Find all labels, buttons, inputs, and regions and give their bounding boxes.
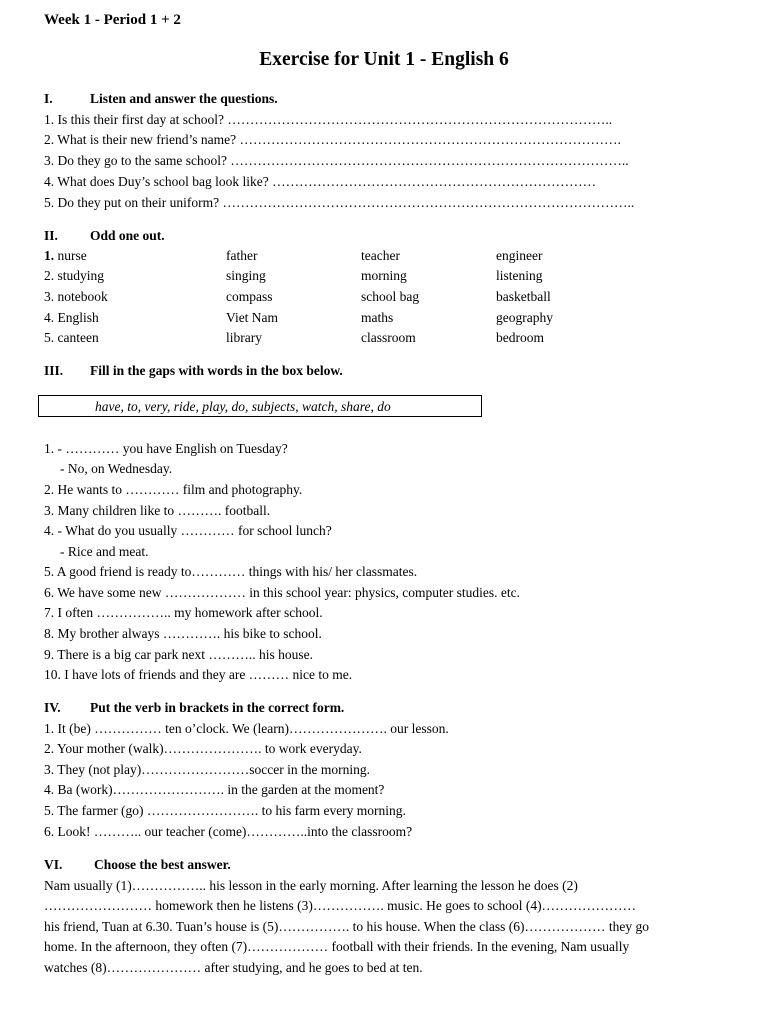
question-item: 1. Is this their first day at school? ………………………………………………………………………….. bbox=[44, 112, 613, 127]
word-cell: library bbox=[226, 330, 262, 345]
word-cell: studying bbox=[57, 268, 105, 283]
section-3-title: Fill in the gaps with words in the box below. bbox=[90, 363, 343, 378]
word-cell: singing bbox=[226, 268, 266, 283]
question-item: 5. Do they put on their uniform? ……………………………………………………………………………….. bbox=[44, 195, 635, 210]
table-row bbox=[44, 269, 104, 283]
verb-item: 1. It (be) …………… ten o’clock. We (learn)…………………. our lesson. bbox=[44, 721, 449, 736]
word-box bbox=[38, 395, 482, 417]
fill-item: 10. I have lots of friends and they are ……… nice to me. bbox=[44, 667, 353, 682]
table-row bbox=[44, 331, 99, 345]
section-3-number: III. bbox=[44, 363, 64, 378]
fill-item: - Rice and meat. bbox=[60, 544, 149, 559]
passage-line: watches (8)………………… after studying, and he goes to bed at ten. bbox=[44, 960, 423, 975]
section-1-number: I. bbox=[44, 91, 53, 106]
word-cell: engineer bbox=[496, 248, 543, 263]
fill-item: 6. We have some new ……………… in this school year: physics, computer studies. etc. bbox=[44, 585, 520, 600]
fill-item: 8. My brother always …………. his bike to school. bbox=[44, 626, 322, 641]
passage-line: Nam usually (1)…………….. his lesson in the early morning. After learning the lesson he does (2) bbox=[44, 878, 578, 893]
word-cell: English bbox=[57, 310, 99, 325]
section-4-number: IV. bbox=[44, 700, 61, 715]
verb-item: 6. Look! ……….. our teacher (come)…………..into the classroom? bbox=[44, 824, 413, 839]
section-4-title: Put the verb in brackets in the correct form. bbox=[90, 700, 345, 715]
word-cell: canteen bbox=[57, 330, 99, 345]
passage-line: home. In the afternoon, they often (7)……………… football with their friends. In the evening, Nam usually bbox=[44, 939, 630, 954]
word-cell: maths bbox=[361, 310, 394, 325]
section-2-number: II. bbox=[44, 228, 58, 243]
verb-item: 4. Ba (work)……………………. in the garden at the moment? bbox=[44, 782, 385, 797]
word-cell: nurse bbox=[57, 248, 87, 263]
week-label: Week 1 - Period 1 + 2 bbox=[44, 12, 181, 28]
word-cell: geography bbox=[496, 310, 553, 325]
section-6-title: Choose the best answer. bbox=[94, 857, 231, 872]
question-item: 2. What is their new friend’s name? …………………………………………………………………………. bbox=[44, 132, 621, 147]
word-cell: bedroom bbox=[496, 330, 544, 345]
word-cell: listening bbox=[496, 268, 543, 283]
word-cell: teacher bbox=[361, 248, 400, 263]
fill-item: - No, on Wednesday. bbox=[60, 461, 173, 476]
word-cell: notebook bbox=[57, 289, 108, 304]
fill-item: 1. - ………… you have English on Tuesday? bbox=[44, 441, 288, 456]
row-number: 1. bbox=[44, 248, 55, 263]
fill-item: 4. - What do you usually ………… for school lunch? bbox=[44, 523, 332, 538]
question-item: 4. What does Duy’s school bag look like? ……………………………………………………………… bbox=[44, 174, 597, 189]
word-cell: morning bbox=[361, 268, 407, 283]
table-row bbox=[44, 290, 108, 304]
page-title: Exercise for Unit 1 - English 6 bbox=[259, 49, 509, 70]
word-cell: Viet Nam bbox=[226, 310, 279, 325]
verb-item: 3. They (not play)……………………soccer in the morning. bbox=[44, 762, 370, 777]
table-row bbox=[44, 249, 87, 263]
question-item: 3. Do they go to the same school? …………………………………………………………………………….. bbox=[44, 153, 629, 168]
verb-item: 5. The farmer (go) ……………………. to his farm every morning. bbox=[44, 803, 406, 818]
row-number: 5. bbox=[44, 330, 55, 345]
passage-line: his friend, Tuan at 6.30. Tuan’s house is (5)……………. to his house. When the class (6)……………… they go bbox=[44, 919, 649, 934]
verb-item: 2. Your mother (walk)…………………. to work everyday. bbox=[44, 741, 362, 756]
row-number: 3. bbox=[44, 289, 55, 304]
fill-item: 5. A good friend is ready to………… things with his/ her classmates. bbox=[44, 564, 418, 579]
row-number: 2. bbox=[44, 268, 55, 283]
word-cell: father bbox=[226, 248, 258, 263]
word-box-text: have, to, very, ride, play, do, subjects, watch, share, do bbox=[95, 399, 391, 414]
section-6-number: VI. bbox=[44, 857, 63, 872]
fill-item: 3. Many children like to ………. football. bbox=[44, 503, 271, 518]
passage-line: …………………… homework then he listens (3)……………. music. He goes to school (4)………………… bbox=[44, 898, 637, 913]
word-cell: classroom bbox=[361, 330, 416, 345]
section-2-title: Odd one out. bbox=[90, 228, 165, 243]
fill-item: 7. I often …………….. my homework after school. bbox=[44, 605, 323, 620]
section-1-title: Listen and answer the questions. bbox=[90, 91, 278, 106]
fill-item: 9. There is a big car park next ……….. his house. bbox=[44, 647, 313, 662]
table-row bbox=[44, 311, 99, 325]
fill-item: 2. He wants to ………… film and photography. bbox=[44, 482, 303, 497]
row-number: 4. bbox=[44, 310, 55, 325]
word-cell: compass bbox=[226, 289, 273, 304]
word-cell: school bag bbox=[361, 289, 420, 304]
word-cell: basketball bbox=[496, 289, 551, 304]
